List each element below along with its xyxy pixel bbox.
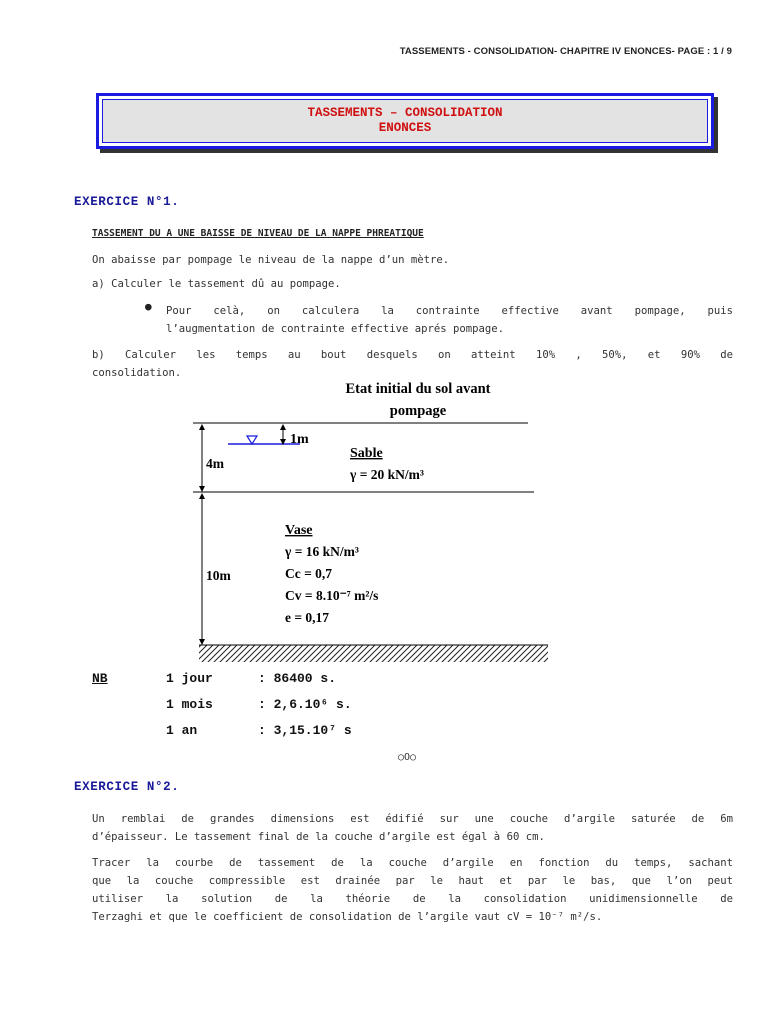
title-line-2: ENONCES — [378, 121, 432, 135]
exercise-2-p1-line-1: Un remblai de grandes dimensions est édifié sur une couche d’argile saturée de 6m — [92, 813, 733, 825]
nb-label: NB — [92, 671, 108, 686]
exercise-2-p2-line-1: Tracer la courbe de tassement de la couche d’argile en fonction du temps, sachant — [92, 857, 733, 869]
section-separator: ○O○ — [398, 752, 417, 763]
bullet-dot: ● — [145, 300, 152, 313]
exercise-2-p2-line-4: Terzaghi et que le coefficient de consolidation de l’argile vaut cV = 10⁻⁷ m²/s. — [92, 911, 603, 923]
nb-unit-1: 1 jour — [166, 671, 213, 686]
exercise-2-title: EXERCICE N°2. — [74, 780, 180, 794]
exercise-1-subtitle: TASSEMENT DU A UNE BAISSE DE NIVEAU DE LA NAPPE PHREATIQUE — [92, 228, 424, 239]
exercise-1-title: EXERCICE N°1. — [74, 195, 180, 209]
bedrock-hatch — [199, 645, 548, 662]
exercise-1-paragraph-3-line-2: consolidation. — [92, 367, 182, 379]
bullet-line-2: l’augmentation de contrainte effective aprés pompage. — [166, 323, 505, 335]
bullet-line-1: Pour celà, on calculera la contrainte effective avant pompage, puis — [166, 305, 733, 317]
clay-dim-arrow-bottom — [199, 639, 205, 645]
exercise-2-p2-line-2: que la couche compressible est drainée par le haut et par le bas, que l’on peut — [92, 875, 733, 887]
clay-name: Vase — [285, 523, 313, 538]
exercise-1-paragraph-1: On abaisse par pompage le niveau de la nappe d’un mètre. — [92, 254, 450, 266]
clay-dim-arrow-top — [199, 493, 205, 499]
water-table-icon — [247, 436, 257, 444]
sand-thickness-label: 4m — [206, 456, 224, 471]
exercise-1-paragraph-3-line-1: b) Calculer les temps au bout desquels on atteint 10% , 50%, et 90% de — [92, 349, 733, 361]
exercise-2-p1-line-2: d’épaisseur. Le tassement final de la couche d’argile est égal à 60 cm. — [92, 831, 545, 843]
exercise-1-paragraph-2: a) Calculer le tassement dû au pompage. — [92, 278, 341, 290]
clay-cv: Cv = 8.10⁻⁷ m²/s — [285, 588, 379, 603]
diagram-title-line-2: pompage — [389, 403, 447, 419]
sand-dim-arrow-top — [199, 424, 205, 430]
page-header: TASSEMENTS - CONSOLIDATION- CHAPITRE IV ENONCES- PAGE : 1 / 9 — [399, 46, 732, 57]
nb-value-1: : 86400 s. — [258, 671, 337, 686]
water-drop-label: 1m — [290, 432, 309, 447]
clay-gamma: γ = 16 kN/m³ — [285, 544, 359, 559]
nb-value-2: : 2,6.10⁶ s. — [258, 697, 352, 712]
exercise-2-p2-line-3: utiliser la solution de la théorie de la consolidation unidimensionnelle de — [92, 893, 733, 905]
nb-unit-2: 1 mois — [166, 697, 213, 712]
sand-name: Sable — [350, 446, 383, 461]
clay-cc: Cc = 0,7 — [285, 566, 333, 581]
clay-e: e = 0,17 — [285, 610, 330, 625]
nb-value-3: : 3,15.10⁷ s — [258, 723, 352, 738]
sand-dim-arrow-bottom — [199, 486, 205, 492]
title-line-1: TASSEMENTS – CONSOLIDATION — [307, 106, 503, 120]
nb-unit-3: 1 an — [166, 723, 198, 738]
diagram-title-line-1: Etat initial du sol avant — [345, 381, 491, 397]
water-dim-arrow-top — [280, 424, 286, 430]
clay-thickness-label: 10m — [206, 568, 231, 583]
sand-gamma: γ = 20 kN/m³ — [350, 467, 424, 482]
